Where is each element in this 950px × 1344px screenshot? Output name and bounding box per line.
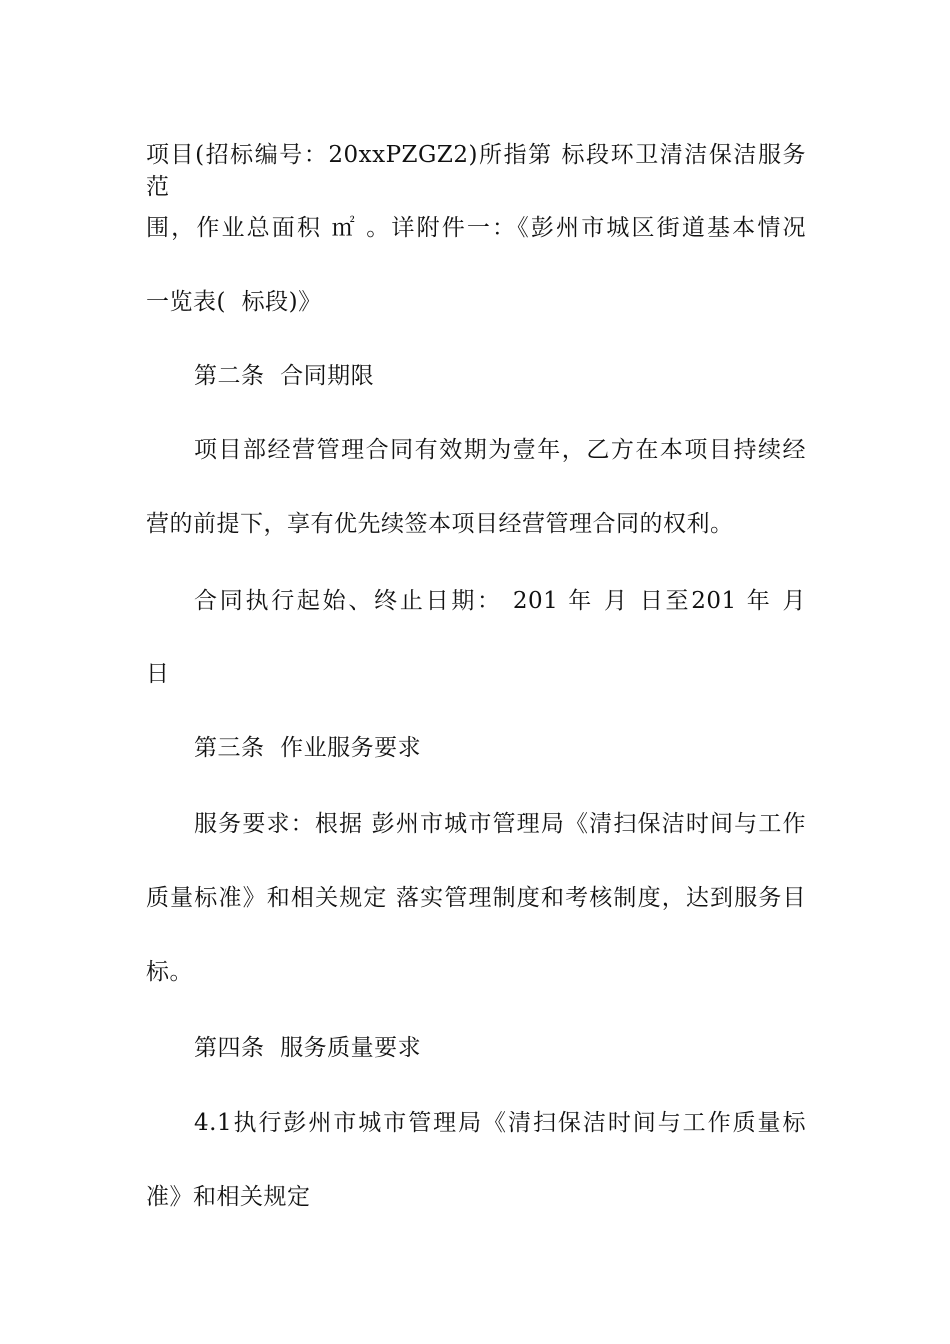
paragraph-line-15: 准》和相关规定: [146, 1184, 311, 1210]
paragraph-line-7: 合同执行起始、终止日期： 201 年 月 日至201 年 月: [194, 588, 806, 614]
paragraph-line-1: 项目(招标编号：20xxPZGZ2)所指第 标段环卫清洁保洁服务范: [146, 142, 806, 200]
paragraph-line-14: 4.1执行彭州市城市管理局《清扫保洁时间与工作质量标: [194, 1110, 806, 1136]
paragraph-line-2: 围，作业总面积 ㎡ 。详附件一：《彭州市城区街道基本情况: [146, 215, 806, 241]
paragraph-line-3: 一览表( 标段)》: [146, 289, 322, 315]
paragraph-line-6: 营的前提下，享有优先续签本项目经营管理合同的权利。: [146, 511, 734, 537]
paragraph-line-8: 日: [146, 661, 170, 687]
paragraph-line-5: 项目部经营管理合同有效期为壹年，乙方在本项目持续经: [194, 437, 806, 463]
paragraph-line-12: 标。: [146, 959, 193, 985]
section-heading-2: 第二条 合同期限: [194, 363, 375, 389]
section-heading-3: 第三条 作业服务要求: [194, 735, 422, 761]
paragraph-line-10: 服务要求：根据 彭州市城市管理局《清扫保洁时间与工作: [194, 811, 806, 837]
section-heading-4: 第四条 服务质量要求: [194, 1035, 422, 1061]
paragraph-line-11: 质量标准》和相关规定 落实管理制度和考核制度，达到服务目: [146, 885, 806, 911]
